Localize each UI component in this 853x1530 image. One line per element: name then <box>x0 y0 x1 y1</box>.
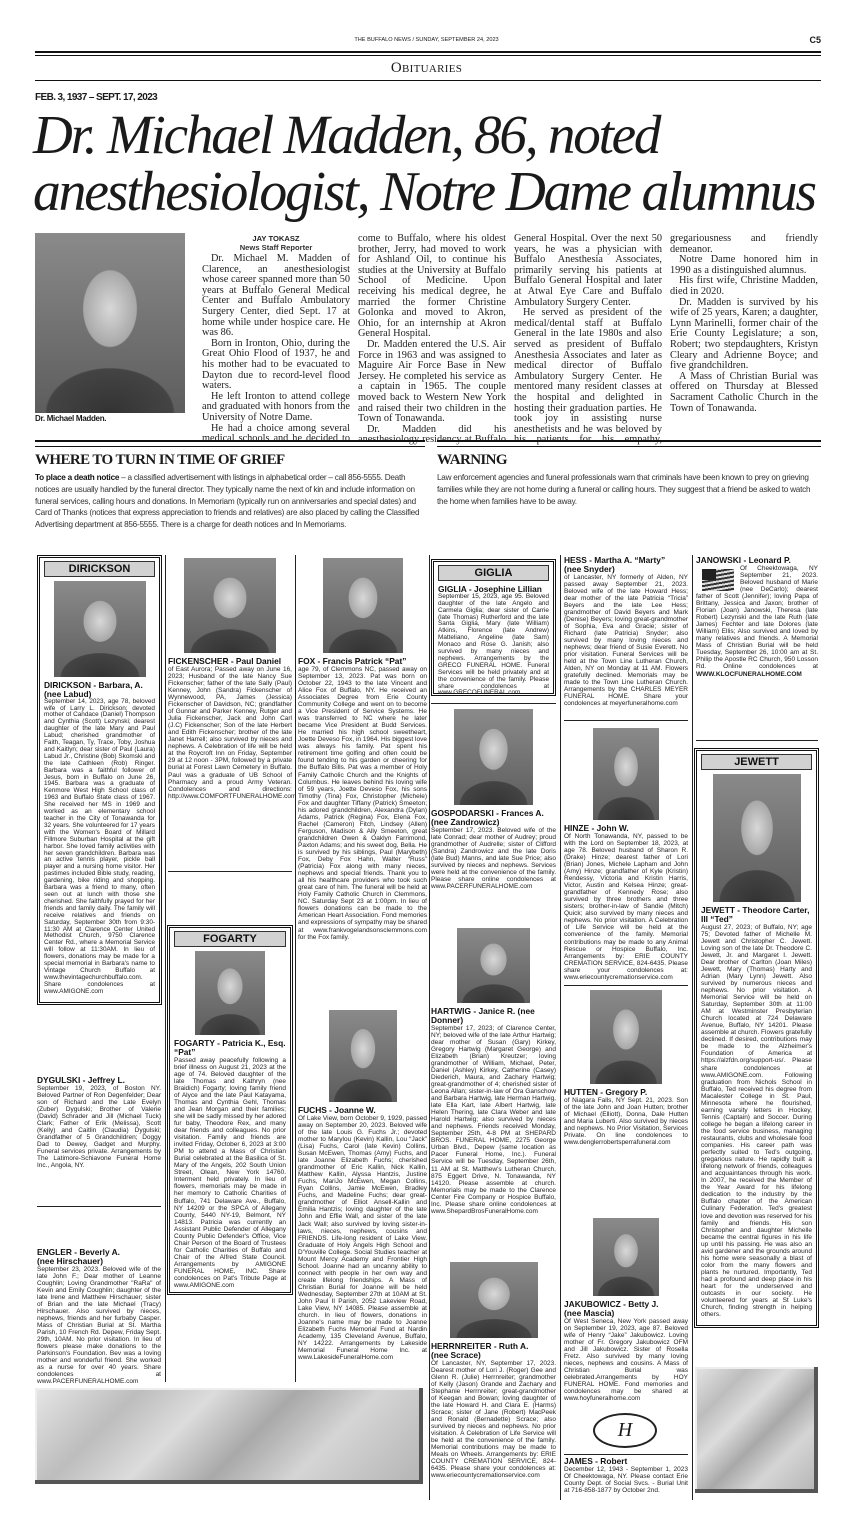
obit-body: age 79, of Clemmons NC, passed away on September 13, 2023. Pat was born on October 22, 1943 to the late Vincent and Alice Fox of Buffalo, NY. He received an Associates Degree from Erie County Community College and went on to become a Vice President of Service Systems. He was transferred to NC where he later became Vice President at Budd Services. He married his high school sweetheart, Joette Deveso Fox, in 1964. His biggest love was always his family. Pat spent his retirement time golfing and often could be found tending to his garden or cheering for the Buffalo Bills. Pat was a member of Holy Family Catholic Church and the Knights of Columbus. He leaves behind his loving wife of 59 years, Joette Deveso Fox, his sons Timothy (Tina) Fox, Christopher (Michele) Fox and daughter Tiffany (Patrick) Smeeton; his adored grandchildren, Alexandra (Dylan) Adams, Patrick (Regina) Fox, Elena Fox, Rachel (Cameron) Fitch, Lindsey (Allen) Ferguson, Madison & Ally Smeeton, great grandchildren Owen & Oaklyn Farrimond, Paxton Adams; and his sweet dog, Bella. He is survived by his siblings, Paul (Marybeth) Fox, Deby Fox Hahn, Walter “Russ” (Patricia) Fox along with many nieces, nephews and special friends. Thank you to all his healthcare providers who took such great care of him. The funeral will be held at Holy Family Catholic Church in Clemmons, NC. Saturday Sept 23 at 1:00pm. In lieu of flowers donations can be made to the American Heart Association. Fond memories and expressions of sympathy may be shared at www.frankvogelandsonsclemmons.com for the Fox family. <box>298 665 427 941</box>
obit-body: of East Aurora; Passed away on June 16, 2023; Husband of the late Nancy Sue Fickenscher; father of the late Sally (Paul) Kenney, John (Sandra) Fickenscher of Wynnewood, PA, James (Jessica) Fickenscher of Davidson, NC; grandfather of Gunnar and Parker Kenney, Rutger and Julia Fickenscher, Jack and John Carl (J.C) Fickenscher; Son of the late Herbert and Edith Fickenscher; brother of the late Janet Harrell; also survived by nieces and nephews. A Celebration of life will be held at the Roycroft Inn on Friday, September 29 at 12 noon - 3PM, followed by a private burial at Forest Lawn Cemetery in Buffalo. Paul was a graduate of UB School of Pharmacy and a proud Army Veteran. Condolences and directions: http://www.COMFORTFUNERALHOME.com <box>168 665 297 800</box>
marble-memorial-panel <box>35 1388 423 1484</box>
obit-name: HARTWIG - Janice R. (nee Donner) <box>431 1006 535 1025</box>
obit-divider <box>431 703 556 704</box>
obit-body: of Lancaster, NY formerly of Alden, NY passed away September 21, 2023. Beloved wife of the late Howard Hess; dear mother of the late Patricia “Tricia” Beyers and the late Lee Hess; grandmother of David Beyers and Mark (Denise) Beyers; loving great-grandmother of Sophia, Eva and Gracie; sister of Richard (late Patricia) Snyder; also survived by many loving nieces and nephews; dear friend of Susie Everett. No prior visitation. Funeral Services will be held at the Town Line Lutheran Church, Alden, NY on Monday at 11 AM. Flowers gratefully declined. Memorials may be made to the Town Line Lutheran Church. Arrangements by the CHARLES MEYER FUNERAL HOME. Share your condolences at meyerfuneralhome.com <box>564 573 688 708</box>
obit-photo <box>713 774 801 902</box>
grief-text <box>35 472 425 531</box>
obit-name: JAKUBOWICZ - Betty J. <box>564 1299 659 1309</box>
obit-name: JAMES - Robert <box>564 1456 628 1466</box>
section-title: Obituaries <box>390 60 463 76</box>
obituary-hartwig <box>431 928 556 1215</box>
obituary-herrnreiter <box>431 1262 556 1479</box>
masthead-rule <box>35 51 821 56</box>
obit-body: Of Lancaster, NY, September 17, 2023. Dearest mother of Lori J. (Roger) Gee and Glenn R. (Julie) Herrnreiter; grandmother of Kelly (Jason) Grande and Zachary and Stephanie Herrnreiter; great-grandmother of Keegan and Bowan; loving daughter of the late Howard H. and Clara E. (Harms) Scrace; sister of Jane (Robert) MacPeek and Ronald (Bernadette) Scrace; also survived by nieces and nephews. No prior visitation. A Celebration of Life Service will be held at the convenience of the family. Memorial contributions may be made to Meals on Wheels. Arrangements by: ERIE COUNTY CREMATION SERVICE, 824-6435. Please share your condolences at: www.eriecountycremationservice.com <box>431 1359 556 1480</box>
headline-line-2: anesthesiologist, Notre Dame alumnus <box>33 161 815 223</box>
obit-body: August 27, 2023; of Buffalo, NY; age 75; Devoted father of Michelle M. Jewett and Christopher C. Jewett. Loving son of the late Dr. Theodore C. Jewett, Jr. and Margaret I. Jewett. Dear brother of Carlton (Joan Miles) Jewett, Mary (Thomas) Harty and Adrian (Mary Lynn) Jewett. Also survived by numerous nieces and nephews. No prior visitation. A Memorial Service will be held on Saturday, September 30th at 11:00 AM at Westminster Presbyterian Church located at 724 Delaware Avenue, Buffalo, NY 14201. Please assemble at church. Flowers gratefully declined. If desired, contributions may be made to the Alzheimer's Foundation of America at https://alzfdn.org/support-us/. Please share condolences at www.AMIGONE.com. Following graduation from Nichols School in Buffalo, Ted received his degree from Macalester College in St. Paul, Minnesota where he flourished, earning varsity letters in Hockey, Tennis (Captain) and Soccer. During college he began a lifelong career in the food service business, managing restaurants, clubs and wholesale food companies. His career path was perfectly suited to Ted's outgoing, gregarious nature. He rapidly built a lifelong network of friends, colleagues and acquaintances through his work. In 2007, he received the Member of the Year Award for his lifelong dedication to the industry by the Buffalo chapter of the American Culinary Federation. Ted's greatest love and devotion was reserved for his family and friends. His son Christopher and daughter Michelle became the central figures in his life up until his passing. He was also an avid gardener and the grounds around his home were seasonally a blast of color from the many flowers and plants he nurtured. Importantly, Ted had a profound and deep place in his heart for the underserved and outcasts in our society. He volunteered for years at St Luke's Church, finding strength in helping others. <box>701 923 812 1319</box>
obit-body: December 12, 1943 - September 1, 2023 Of Cheektowaga, NY. Please contact Erie County Dept. of Social Svcs. - Burial Unit at 716-858-1877 by October 2nd. <box>564 1465 688 1494</box>
obit-photo <box>454 709 533 805</box>
article-paragraph: He left Ironton to attend college and graduated with honors from the University of Notre Dame. <box>202 390 350 423</box>
obit-name: DIRICKSON - Barbara, A. <box>44 680 143 690</box>
obit-photo <box>195 951 265 1035</box>
obit-band: DIRICKSON <box>44 561 155 577</box>
obit-body: September 17, 2023; of Clarence Center, NY; beloved wife of the late Arthur Hartwig; dear mother of Susan (Gary) Kirkey, Gregory Hartwig (Margaret George) and Elizabeth (Brian) Kreutzer; loving grandmother of William, Michael, Peter, Daniel (Ashley) Kirkey, Catherine (Casey) Diederich, Maura, and Zachary Hartwig; great-grandmother of 4; cherished sister of Leona Allan; sister-in-law of Ora Ganschow and Barbara Hartwig, late Herman Hartwig, late Ella Kart, late Albert Hartwig, late Helen Thering, late Clara Weber and late Harold Hartwig; also survived by nieces and nephews. Friends received Monday, September 25th, 4-8 PM at SHEPARD BROS. FUNERAL HOME, 2275 George Urban Blvd., Depew (same location as Pacer Funeral Home, Inc.). Funeral Service will be Tuesday, September 26th, 11 AM at St. Matthew's Lutheran Church, 875 Eggert Drive, N. Tonawanda, NY 14120. Please assemble at church. Memorials may be made to the Clarence Center Fire Company or Hospice Buffalo, Inc. Please share online condolences at www.ShepardBrosFuneralHome.com <box>431 1024 556 1215</box>
obit-body: September 23, 2023. Beloved wife of the late John F.; Dear mother of Leanne Coughlin; Loving Grandmother "RaRa" of Kevin and Emily Coughlin; daughter of the late Irene and Matthew Hirschauer; sister of Brian and the late Michael (Tracy) Hirschauer. Also survived by nieces, nephews, friends and her furbaby Casper. Mass of Christian Burial at St. Martha Parish, 10 French Rd. Depew, Friday Sept. 29th, 10AM. No prior visitation. In lieu of flowers please make donations to the Parkinson's Foundation. Bev was a loving mother and wonderful friend. She worked as a nurse for over 40 years. Share condolences at www.PACERFUNERALHOME.com <box>37 1265 161 1386</box>
obit-divider <box>564 985 688 986</box>
obit-name: GOSPODARSKI - Frances A. <box>431 808 544 818</box>
article-paragraph: He had a choice among several medical schools and he decided to come to Buffalo, where his oldest brother, Jerry, had moved to work for Ashland Oil, to continue his studies at the University at Buffalo School of Medicine. Upon receiving his medical degree, he married the former Christine Golonka and moved to Akron, Ohio, for an internship at Akron General Hospital. <box>202 233 506 445</box>
warning-title: WARNING <box>437 452 507 468</box>
warning-rule <box>437 440 821 447</box>
obit-name: FOX - Francis Patrick “Pat” <box>298 656 407 666</box>
obit-band: FOGARTY <box>174 931 286 947</box>
obituary-james <box>564 1457 688 1494</box>
obit-body: Passed away peacefully following a brief illness on August 21, 2023 at the age of 74. Beloved daughter of the late Thomas and Kathryn (nee Braidich) Fogarty; loving family friend of Alyce and the late Paul Katayama, Thomas and Cynthia Gehl, Thomas and Jean Morgan and their families; she will be sadly missed by her adored fur baby, Theodore Rex, and many dear friends and colleagues. No prior visitation. Family and friends are invited Friday, October 6, 2023 at 3:00 PM to attend a Mass of Christian Burial celebrated at the Basilica of St. Mary of the Angels, 202 South Union Street, Olean, New York 14760. Interment held privately. In lieu of flowers, memorials may be made in her memory to Catholic Charities of Buffalo, 741 Delaware Ave., Buffalo, NY 14209 or the SPCA of Allegany County, 5440 NY-19, Belmont, NY 14813. Patricia was currently an Assistant Public Defender of Allegany County Public Defender's Office, Vice Chair Person of the Board of Trustees for Catholic Charities of Buffalo and Chair of the Alfred State Council. Arrangements by AMIGONE FUNERAL HOME, INC. Share condolences on Pat's Tribute Page at www.AMIGONE.com <box>174 1056 286 1290</box>
obit-name: FUCHS - Joanne W. <box>298 1105 376 1115</box>
logo-letter: H <box>617 1419 633 1441</box>
obit-photo <box>593 1218 659 1296</box>
obit-photo <box>590 990 662 1084</box>
lead-photo <box>35 233 185 413</box>
column-rule <box>295 555 296 1382</box>
article-paragraph: Dr. Madden did his anesthesiology residency at Buffalo General Hospital. Over the next 50 years, he was a physician with Buffalo Anesthesia Associates, primarily serving his patients at Buffalo General Hospital and later at Atwal Eye Care and Buffalo Ambulatory Surgery Center. <box>358 233 662 446</box>
obit-maiden-name: (nee Scrace) <box>431 1349 481 1360</box>
obit-photo <box>457 928 530 1003</box>
obituary-fox <box>298 558 427 941</box>
masthead-dateline: THE BUFFALO NEWS / SUNDAY, SEPTEMBER 24, 2023 <box>354 37 499 43</box>
grief-rule <box>35 440 425 447</box>
obit-photo <box>54 581 146 677</box>
grief-body: – a classified advertisement with listings in alphabetical order – call 856-5555. Death notices are usually handled by the funeral director. They typically name the next of kin and include information on funeral services, calling hours and donations. In Memoriam (typically run on anniversaries and special dates) and Card of Thanks (notices that express appreciation to friends and relatives) are also placed by calling the Classified Advertising department at 856-5555. There is a charge for death notices and In Memoriams. <box>35 473 420 530</box>
obit-body: September 19, 2023, of Boston NY. Beloved Partner of Ron Degenfelder; Dear son of Richard and the Late Evelyn (Zuber) Dygulski; Brother of Valerie (David) Schrader and Jill (Michael Tuck) Clark; Father of Erik (Melissa), Scott (Kelly) and Caitlin (Claudia) Dygulski; Grandfather of 5 Grandchildren; Doggy Dad to Dewey, Gadget and Murphy. Funeral services private. Arrangements by The Latimore-Schiavone Funeral Home Inc., Angola, NY. <box>37 1084 161 1170</box>
byline-role: News Staff Reporter <box>239 243 313 252</box>
obituary-dirickson <box>37 555 162 1005</box>
obituary-fickenscher <box>168 558 297 800</box>
article-paragraph: His first wife, Christine Madden, died in 2020. <box>670 275 818 297</box>
obit-body: Of North Tonawanda, NY, passed to be with the Lord on September 18, 2023, at age 78. Beloved husband of Sharon R. (Drake) Hinze; dearest father of Lori (Brian) Jones, Michele Lapham and John (Amy) Hinze; grandfather of Kyle (Kristin) Rendessy, Victoria and Kristin Harris, Victor, Austin and Kelsea Hinze; great-grandfather of Kennedy Rose; also survived by three brothers and three sisters; brother-in-law of Sandie (Mitch) Quick; also survived by many nieces and nephews. No prior visitation. A Celebration of Life Service will be held at the convenience of the family. Memorial contributions may be made to any Animal Rescue or Hospice Buffalo, Inc. Arrangements by: ERIE COUNTY CREMATION SERVICE, 824-6435. Please share your condolences at: www.eriecountycremationservice.com <box>564 832 688 981</box>
warning-text: Law enforcement agencies and funeral professionals warn that criminals have been known to prey on grieving families while they are not home during a funeral or calling hours. They suggest that a friend be asked to watch the home when families have to be away. <box>437 473 811 506</box>
obituary-engler <box>37 1248 161 1385</box>
column-rule <box>165 555 166 1382</box>
obit-body: September 17, 2023. Beloved wife of the late Conrad; dear mother of Audrey; proud grandmother of Audrelle; sister of Clifford (Sandra) Zandrowicz and the late Doris (late Bud) Manns, and late Sue Price; also survived by nieces and nephews. Services were held at the convenience of the family. Please share online condolences at www.PACERFUNERALHOME.com <box>431 826 556 890</box>
marble-memorial-panel <box>695 1367 818 1493</box>
obit-name: HINZE - John W. <box>564 823 629 833</box>
obit-name: JEWETT - Theodore Carter, III “Ted” <box>701 905 810 924</box>
article-paragraph: A Mass of Christian Burial was offered on Thursday at Blessed Sacrament Catholic Church in the Town of Tonawanda. <box>670 370 818 414</box>
article-paragraph: Dr. Michael M. Madden of Clarence, an anesthesiologist whose career spanned more than 50 years at Buffalo General Medical Center and Buffalo Ambulatory Surgery Center, died Sept. 17 at home while under hospice care. He was 86. <box>202 253 350 339</box>
obit-divider <box>37 1206 161 1207</box>
article-body <box>202 234 818 446</box>
section-rule <box>35 80 821 81</box>
article-paragraph: He served as president of the medical/dental staff at Buffalo General in the late 1980s and also served as president of Buffalo Anesthesia Associates and later as medical director of Buffalo Ambulatory Surgery Center. He mentored many resident classes at the hospital and delighted in hosting their graduation parties. He took joy in assisting nurse anesthetists and he was beloved by his patients for his empathy, gregariousness and friendly demeanor. <box>514 233 818 446</box>
obit-maiden-name: (nee Zandrowicz) <box>431 816 500 827</box>
obituary-janowski <box>696 556 818 678</box>
obit-name: JANOWSKI - Leonard P. <box>696 555 791 565</box>
grief-lead: To place a death notice <box>35 473 120 482</box>
article-paragraph: Dr. Madden entered the U.S. Air Force in 1963 and was assigned to Maguire Air Force Base in New Jersey. He completed his service as a captain in 1965. The couple moved back to Western New York and raised their two children in the Town of Tonawanda. <box>358 338 506 425</box>
obit-name: HUTTEN - Gregory P. <box>564 1087 648 1097</box>
headline-line-1: Dr. Michael Madden, 86, noted <box>33 104 660 165</box>
obit-name: HESS - Martha A. “Marty” <box>564 555 666 565</box>
obit-maiden-name: (nee Mascia) <box>564 1307 615 1318</box>
photo-caption: Dr. Michael Madden. <box>35 414 107 423</box>
article-paragraph: Notre Dame honored him in 1990 as a distinguished alumnus. <box>670 254 818 276</box>
byline-author: JAY TOKASZ <box>252 234 300 243</box>
obituary-jewett <box>694 748 819 1328</box>
obit-body-text: Of Cheektowaga, NY September 21, 2023. Beloved husband of Marie (nee DeCarlo); dearest father of Scott (Jennifer); loving Papa of Brittany, Jessica and Jaxon; brother of Florian (Joan) Janowski, Theresa (late Robert) Lezynski and the late Ruth (late James) Fechter and late Dolores (late William) Ellis; Also survived and loved by many relatives and friends. A Memorial Mass of Christian Burial will be held Tuesday, September 26, 10:00 am at St. Philip the Apostle RC Church, 950 Losson Rd. Online condolences at <box>696 564 818 671</box>
article-paragraph: Born in Ironton, Ohio, during the Great Ohio Flood of 1937, he and his mother had to be evacuated to Dayton due to record-level flood waters. <box>202 337 350 392</box>
obituary-jakubowicz <box>564 1218 688 1402</box>
obit-divider <box>564 1454 688 1455</box>
obituary-hutten <box>564 990 688 1146</box>
obit-body: September 14, 2023, age 78, beloved wife of Larry L. Dirickson; devoted mother of Candace (Daniel) Thompson and Cynthia (Scott) Lezynski; dearest daughter of the late Mary and Paul Labud; cherished grandmother of Faith, Teagan, Ty, Trace, Toby, Joshua and Kaitlyn; dear sister of Paul (Laura) Labud Jr., Christine (Bob) Skomski and the late Cathleen (Rob) Ringer. Barbara was a faithful follower of Jesus, born in Buffalo on June 26, 1945. Barbara was a graduate of Kenmore West High School class of 1963 and Buffalo State class of 1967. She received her MS in 1969 and worked as an elementary school teacher in the City of Tonawanda for 32 years. She volunteered for 17 years with the Women's Board of Millard Fillmore Suburban Hospital at the gift harbor. She loved family activities with her seven grandchildren. Barbara was an active tennis player, pickle ball player and a nursing home visitor. Her pastimes included Bible study, reading, gardening, bike riding and shopping. Barbara was a friend to many, often seen out at lunch with those she cherished. She faithfully prayed for her friends and family daily. The family will receive relatives and friends on Saturday, September 30th from 9:30-11:30 AM at Clarence Center United Methodist Church, 9750 Clarence Center Rd., where a Memorial Service will follow at 11:30AM. In lieu of flowers, donations may be made for a special memorial in Barbara's name to Vintage Church Buffalo at www.thevintagechurchbuffalo.com. Share condolences at www.AMIGONE.com <box>44 697 155 995</box>
life-dates: FEB. 3, 1937 – SEPT. 17, 2023 <box>35 92 158 103</box>
obit-name: HERRNREITER - Ruth A. <box>431 1341 529 1351</box>
obit-name: GIGLIA - Josephine Lillian <box>438 584 542 594</box>
obit-band: GIGLIA <box>438 565 549 581</box>
funeral-home-link[interactable]: WWW.KLOCFUNERALHOME.COM <box>696 670 802 678</box>
page-number: C5 <box>809 35 821 45</box>
article-paragraph: Dr. Madden is survived by his wife of 25 years, Karen; a daughter, Lynn Marinelli, former chair of the Erie County Legislature; a son, Robert; two stepdaughters, Kristyn Cleary and Adrienne Boyce; and five grandchildren. <box>670 296 818 372</box>
american-flag-icon <box>702 569 734 591</box>
obituary-gospodarski <box>431 709 556 890</box>
obituary-hess <box>564 556 688 707</box>
obit-body: September 15, 2023, age 95. Beloved daughter of the late Angelo and Carmela Giglia; dear sister of Carrie (late Thomas) Rutherford and the late Santa Giglia, Mary (late William) Atkins, Florence (late Andrew) Matteliano, Angeline (late Sam) Monaco and Rose G. Janish; also survived by many nieces and nephews. Arrangements by the GRECO FUNERAL HOME. Funeral Services will be held privately and at the convenience of the family. Please share condolences at www.GRECOFUNERAL.com. <box>438 592 549 697</box>
obit-name: FOGARTY - Patricia K., Esq. <box>174 1038 286 1048</box>
obit-divider <box>696 740 818 741</box>
obituary-hinze <box>564 728 688 981</box>
obituary-fuchs <box>298 1010 427 1361</box>
obit-name: FICKENSCHER - Paul Daniel <box>168 656 282 666</box>
obit-band: JEWETT <box>701 754 812 770</box>
obit-maiden-name: (nee Hirschauer) <box>37 1255 104 1266</box>
obit-nickname: “Pat” <box>174 1046 196 1057</box>
column-rule <box>692 555 693 1500</box>
obit-body: Of Lake View, born October 9, 1929, passed away on September 20, 2023. Beloved wife of the late Louis G. Fuchs Jr.; devoted mother to Marylou (Kevin) Kallin, Lou “Jack” (Lisa) Fuchs, Carol (late Kevin) Collins, Susan McEwen, Thomas (Amy) Fuchs, and late Joanne Elizabeth Fuchs; cherished grandmother of Eric Kallin, Nick Kallin, Matthew Kallin, Alyssa Hantzis, Justine Fuchs, MariJo McEwen, Megan Collins, Ryan Collins, Jamie McEwen, Bradley Fuchs, and Madeline Fuchs; dear great-grandmother of Elliot Ansell-Kallin and Emilia Hantzis; loving daughter of the late John and Effie Wall, and sister of the late Jack Wall; also survived by loving sister-in-laws, nieces, nephews, cousins and FRIENDS. Life-long resident of Lake View. Graduate of Holy Angels High School and D'Youville College. Social Studies teacher at Mount Mercy Academy and Frontier High School. Joanne had an uncanny ability to connect with people in her own way and create lifelong friendships. A Mass of Christian Burial for Joanne will be held Wednesday, September 27th at 10AM at St. John Paul II Parish, 2052 Lakeview Road, Lake View, NY 14085. Please assemble at church. In lieu of flowers, donations in Joanne's name may be made to Joanne Elizabeth Fuchs Memorial Fund at Nardin Academy, 135 Cleveland Avenue, Buffalo, NY 14222. Arrangements by Lakeside Memorial Funeral Home Inc. at www.LakesideFuneralHome.com <box>298 1114 427 1362</box>
obituary-fogarty <box>167 925 293 1295</box>
obit-photo <box>450 1262 538 1338</box>
obit-name: DYGULSKI - Jeffrey L. <box>37 1075 125 1085</box>
obit-photo <box>323 558 403 653</box>
obituary-dygulski <box>37 1076 161 1169</box>
obit-photo <box>184 558 276 653</box>
obit-maiden-name: (nee Snyder) <box>564 563 615 574</box>
column-rule <box>429 555 430 1500</box>
obit-body: Of West Seneca, New York passed away on September 19, 2023, age 87. Beloved wife of Henry “Jake” Jakubowicz. Loving mother of Fr. Gregory Jakubowicz OFM and Jill Jakubowicz. Sister of Rosella Fretz. Also survived by many loving nieces, nephews and cousins. A Mass of Christian Burial was celebrated.Arrangements by HOY FUNERAL HOME. Fond memories and condolences may be shared at www.hoyfuneralhome.com <box>564 1317 688 1403</box>
obituary-giglia <box>431 559 556 696</box>
byline <box>202 234 350 252</box>
obit-maiden-name: (nee Labud) <box>44 688 92 699</box>
hoy-funeral-home-logo <box>593 1413 657 1448</box>
obit-divider <box>168 871 292 872</box>
obit-name: ENGLER - Beverly A. <box>37 1247 120 1257</box>
obit-photo <box>593 728 659 820</box>
obit-body: of Niagara Falls, NY Sept. 21, 2023. Son of the late John and Joan Hutten; brother of Michael (Elliott), Donna, Dale Hutten and Maria Luberti. Also survived by nieces and nephews. No Prior Visitation, Services Private. On line condolences to www.denglerrobertsperrafuneral.com <box>564 1096 688 1147</box>
column-rule <box>560 555 561 1500</box>
grief-title: WHERE TO TURN IN TIME OF GRIEF <box>35 452 285 468</box>
obit-photo <box>329 1010 397 1102</box>
obit-divider <box>564 720 688 721</box>
